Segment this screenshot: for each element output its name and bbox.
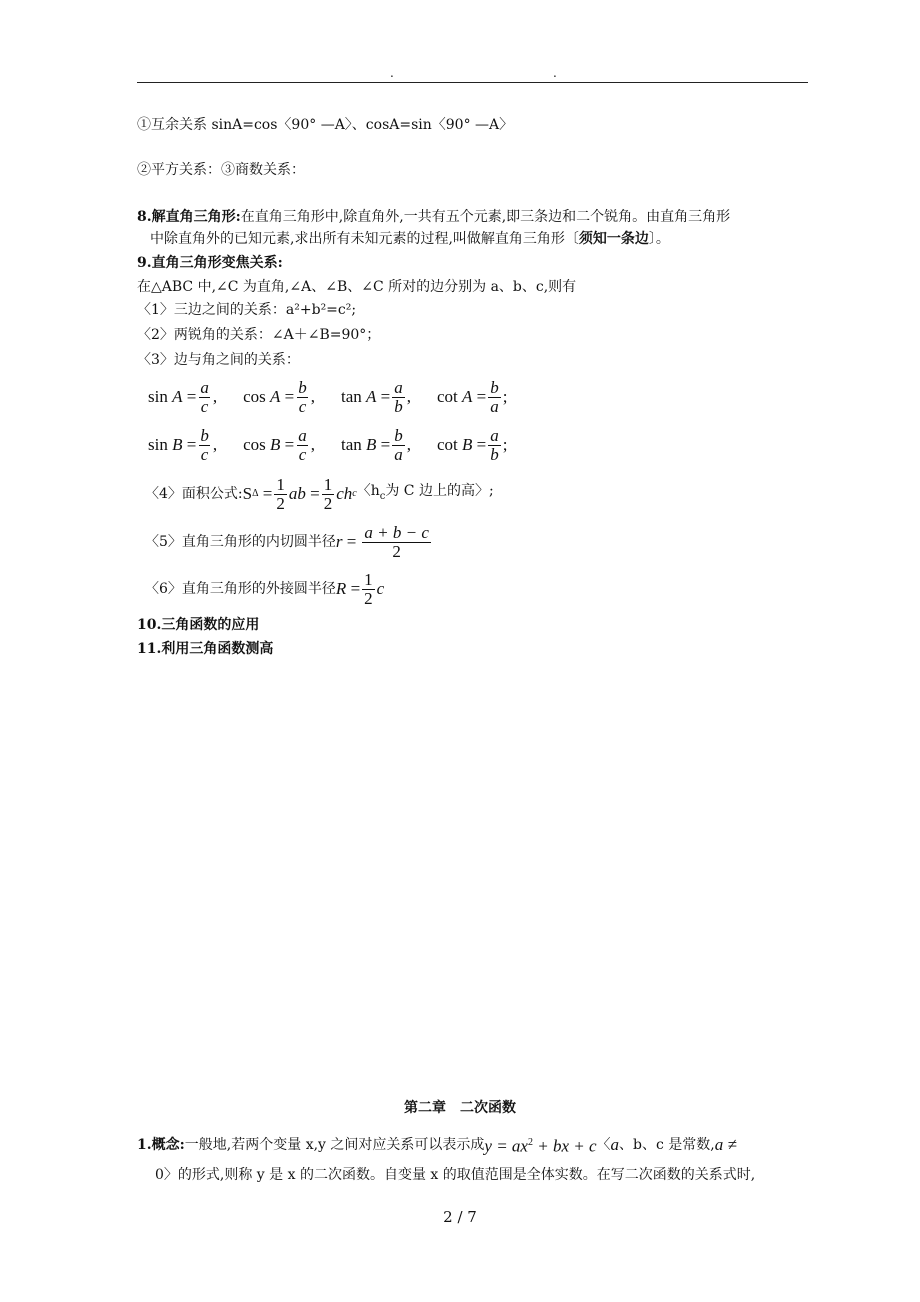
relation-4-label: 〈4〉面积公式: bbox=[145, 486, 243, 502]
relation-3: 〈3〉边与角之间的关系： bbox=[137, 352, 300, 368]
relation-1-label: 〈1〉三边之间的关系： bbox=[137, 302, 286, 318]
section-8-end: 〕。 bbox=[648, 231, 670, 247]
concept-text: 一般地,若两个变量 x,y 之间对应关系可以表示成 bbox=[184, 1137, 485, 1153]
relation-4-note: 〈$h_c$为 C 边上的高〉; bbox=[356, 483, 494, 502]
trig-cos-b: cos B = $\frac{a}{c}$ , bbox=[243, 425, 315, 464]
trig-cot-a: cot A = $\frac{b}{a}$ ; bbox=[437, 377, 508, 416]
section-10-title: 10.三角函数的应用 bbox=[137, 617, 260, 633]
header-rule bbox=[137, 82, 808, 83]
chapter-2-title: 第二章 二次函数 bbox=[404, 1100, 516, 1116]
trig-sin-a: sin A = $\frac{a}{c}$ , bbox=[148, 377, 218, 416]
section-8-title: 8.解直角三角形: bbox=[137, 209, 241, 225]
circumradius-formula: R = $\frac{1}{2}$ c bbox=[335, 569, 385, 608]
quadratic-formula: $y = ax^2$ + bx + c bbox=[484, 1136, 597, 1156]
relation-5-label: 〈5〉直角三角形的内切圆半径 bbox=[145, 534, 336, 550]
concept-label: 1.概念: bbox=[137, 1137, 185, 1153]
trig-cos-a: cos A = $\frac{b}{c}$ , bbox=[243, 377, 315, 416]
complement-relation: ①互余关系 sinA=cos〈90° —A〉、cosA=sin〈90° —A〉 bbox=[137, 117, 514, 133]
header-dot-right: . bbox=[553, 66, 557, 80]
relation-1 bbox=[137, 300, 356, 320]
relation-5 bbox=[145, 520, 437, 564]
section-8-text1: 在直角三角形中,除直角外,一共有五个元素,即三条边和二个锐角。由直角三角形 bbox=[240, 209, 731, 225]
relation-2: 〈2〉两锐角的关系：∠A＋∠B=90°； bbox=[137, 327, 381, 343]
concept-line1: 1.概念: 一般地,若两个变量 x,y 之间对应关系可以表示成 $y = ax^2$ + bx + c 〈 a 、b、c 是常数, a ≠ bbox=[137, 1135, 737, 1156]
section-11-title: 11.利用三角函数测高 bbox=[137, 641, 274, 657]
trig-tan-a: tan A = $\frac{a}{b}$ , bbox=[340, 377, 411, 416]
page-number: 2 / 7 bbox=[443, 1208, 477, 1226]
relation-1-formula: a²+b²=c²; bbox=[285, 302, 357, 318]
area-formula: S Δ = $\frac{1}{2}$ ab = $\frac{1}{2}$ ch c bbox=[242, 474, 357, 513]
concept-line2: 0〉的形式,则称 y 是 x 的二次函数。自变量 x 的取值范围是全体实数。在写二次函数的关系式时, bbox=[155, 1167, 756, 1183]
section-9-title: 9.直角三角形变焦关系: bbox=[137, 255, 283, 271]
section-9-intro: 在△ABC 中,∠C 为直角,∠A、∠B、∠C 所对的边分别为 a、b、c,则有 bbox=[137, 279, 577, 295]
section-8-bold: 须知一条边 bbox=[578, 231, 649, 247]
header-dot-left: . bbox=[390, 66, 394, 80]
trig-cot-b: cot B = $\frac{a}{b}$ ; bbox=[437, 425, 508, 464]
a-not-equal: a ≠ bbox=[714, 1135, 737, 1154]
section-8-line1 bbox=[137, 207, 730, 227]
coef-a: a bbox=[610, 1135, 620, 1154]
relation-4 bbox=[145, 472, 494, 516]
relation-6-label: 〈6〉直角三角形的外接圆半径 bbox=[145, 581, 336, 597]
section-8-text2: 中除直角外的已知元素,求出所有未知元素的过程,叫做解直角三角形〔 bbox=[150, 231, 579, 247]
trig-row-a bbox=[148, 374, 534, 420]
trig-row-b bbox=[148, 422, 534, 468]
trig-sin-b: sin B = $\frac{b}{c}$ , bbox=[148, 425, 218, 464]
relation-6 bbox=[145, 567, 384, 611]
section-8-line2 bbox=[150, 229, 670, 249]
inradius-formula: r = $\frac{a + b - c}{2}$ bbox=[335, 522, 429, 561]
trig-tan-b: tan B = $\frac{b}{a}$ , bbox=[340, 425, 411, 464]
square-quotient-relation: ②平方关系：③商数关系： bbox=[137, 162, 305, 178]
